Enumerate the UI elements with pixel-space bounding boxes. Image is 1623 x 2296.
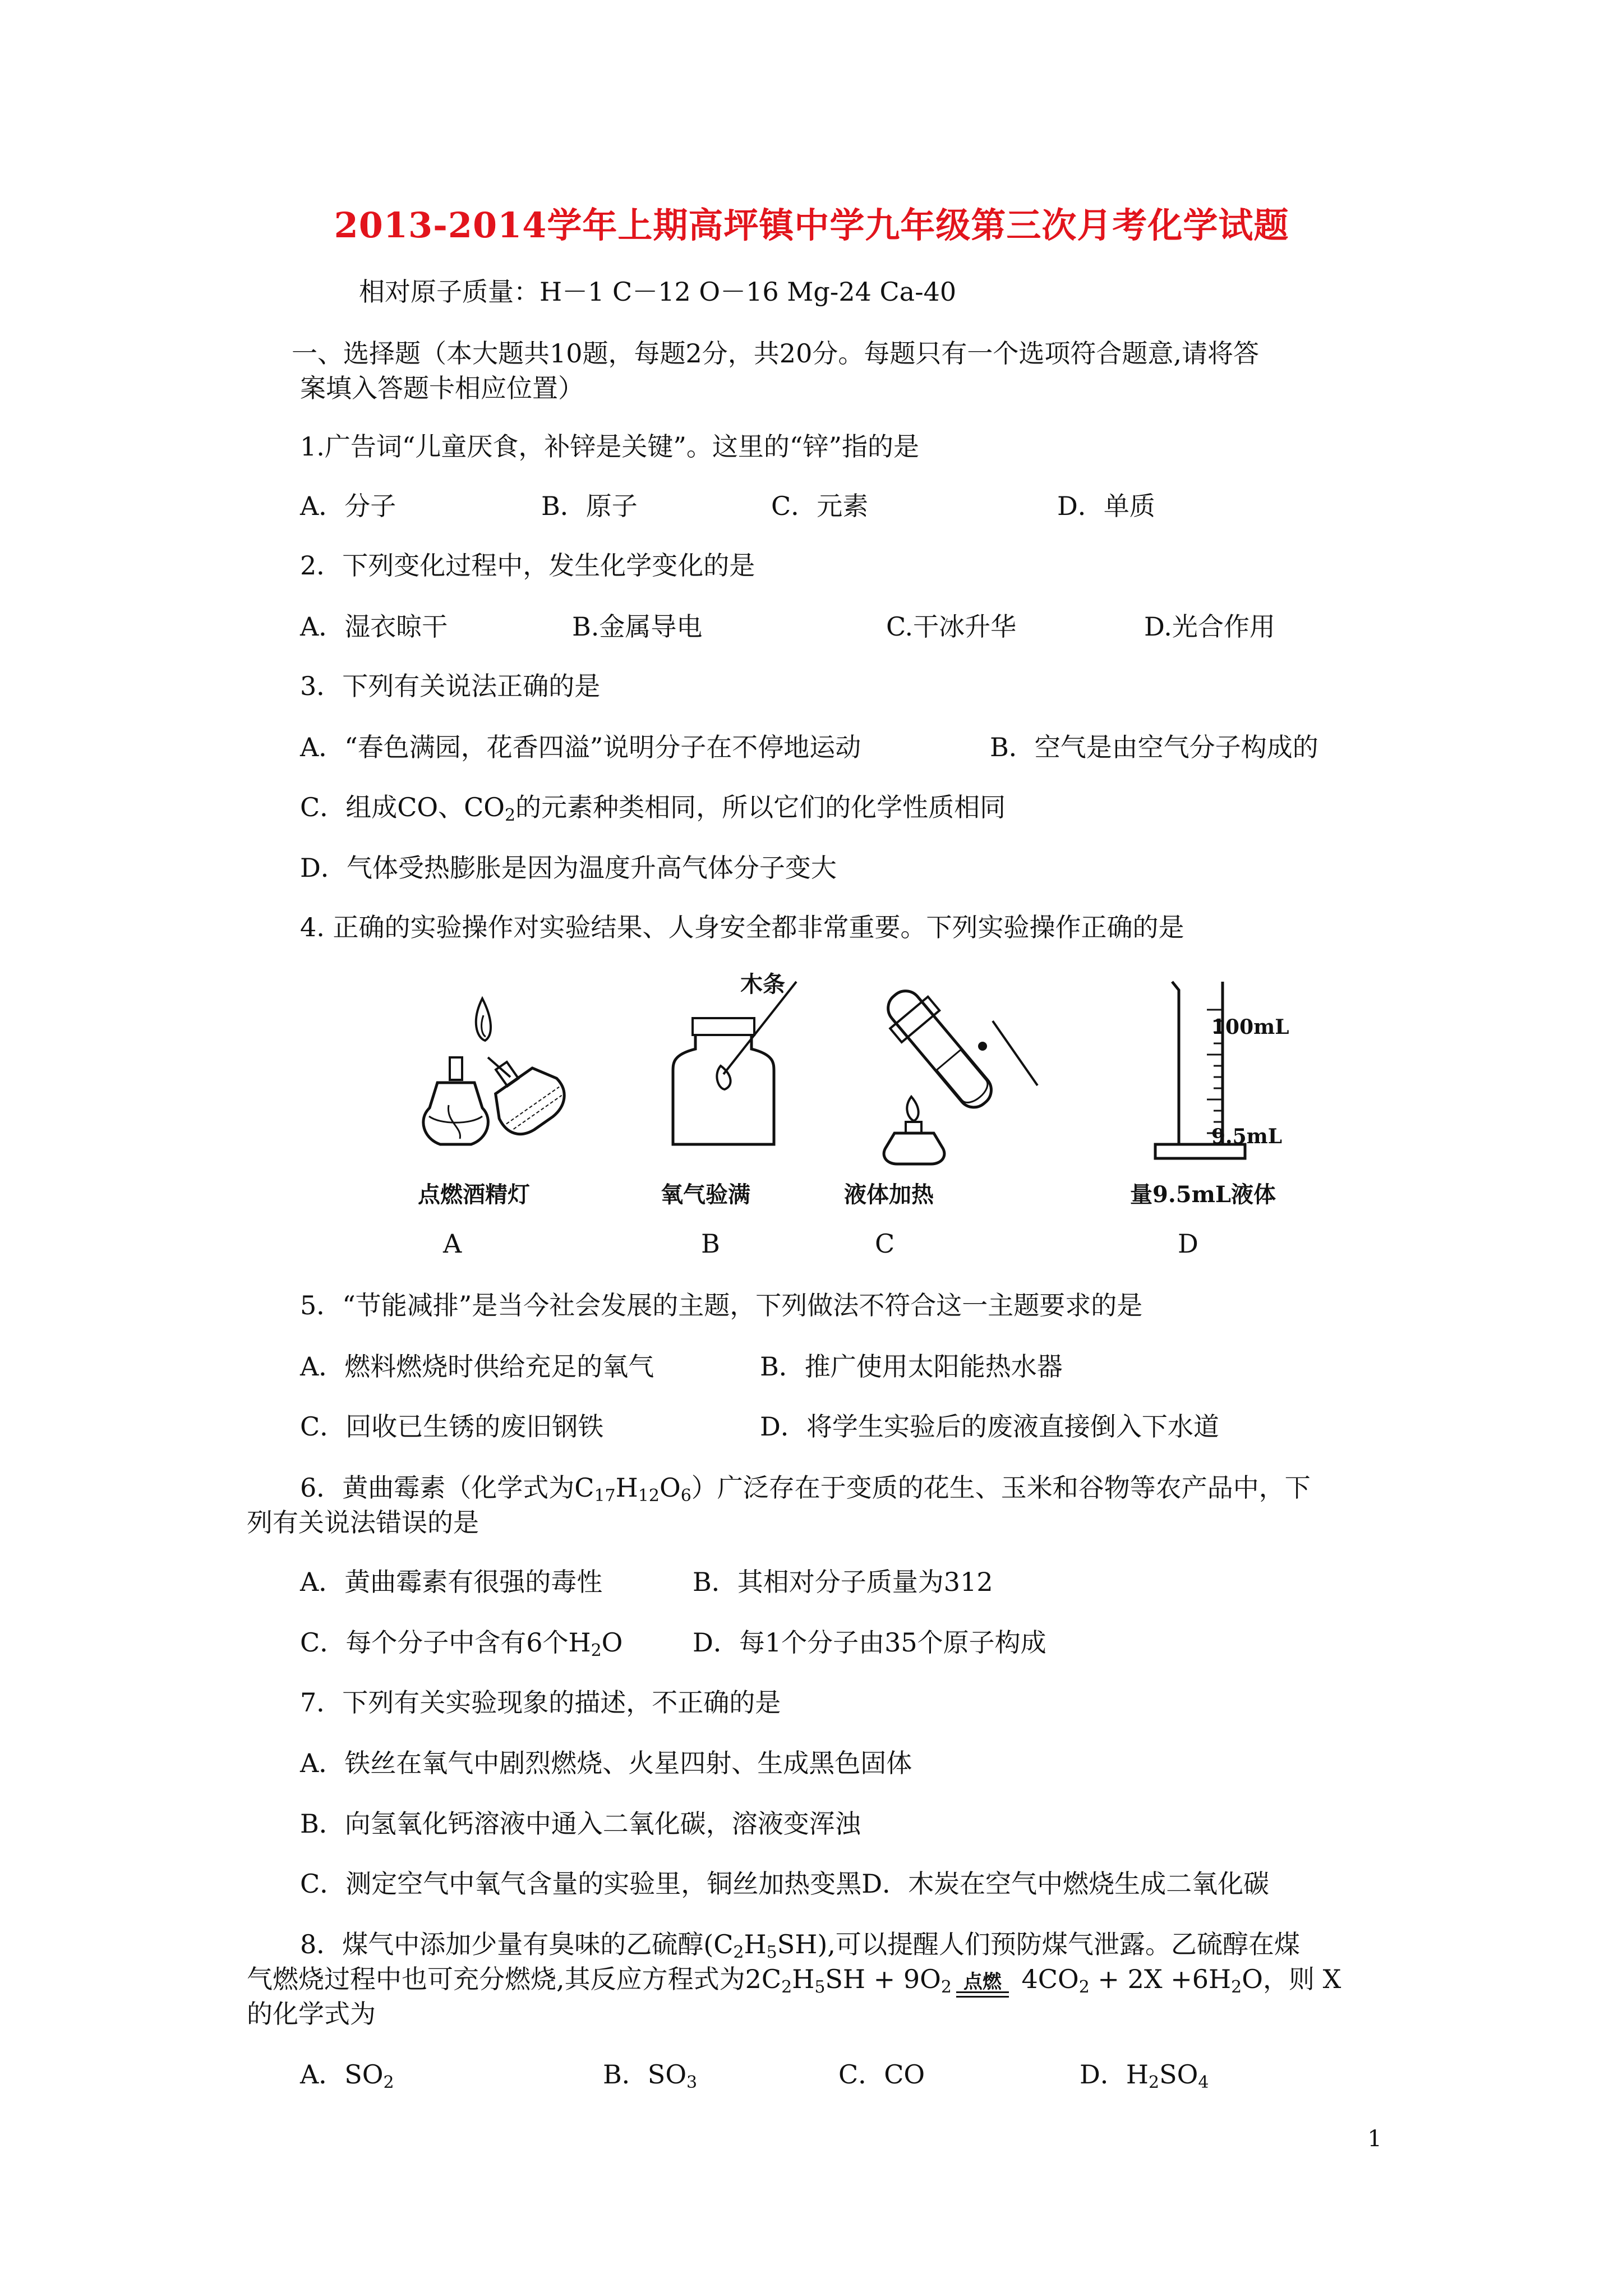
q8-line1-mid: H	[744, 1929, 767, 1959]
q8-line2-mid2: SH + 9O	[825, 1964, 941, 1994]
q4-stem: 4. 正确的实验操作对实验结果、人身安全都非常重要。下列实验操作正确的是	[300, 912, 1184, 942]
q8-line2	[247, 1962, 1341, 1999]
figure-b-letter: B	[701, 1228, 720, 1259]
q2-stem: 2．下列变化过程中，发生化学变化的是	[300, 550, 755, 581]
figure-d-top-mark: 100mL	[1211, 1015, 1289, 1039]
q6-stem-post: ）广泛存在于变质的花生、玉米和谷物等农产品中，下	[691, 1473, 1311, 1503]
q8-line2-sub1: 2	[781, 1977, 792, 1997]
q5-option-c: C．回收已生锈的废旧钢铁	[300, 1411, 604, 1442]
figure-b-caption: 氧气验满	[661, 1181, 750, 1208]
q3-option-c-post: 的元素种类相同，所以它们的化学性质相同	[515, 792, 1006, 822]
q8-line2-mid4: + 2X +6H	[1089, 1964, 1232, 1994]
figure-a-letter: A	[443, 1228, 462, 1259]
exam-title: 2013-2014学年上期高坪镇中学九年级第三次月考化学试题	[334, 205, 1289, 246]
q3-option-a: A．“春色满园，花香四溢”说明分子在不停地运动	[300, 732, 861, 762]
q8-option-d-sub2: 4	[1198, 2073, 1209, 2092]
q1-option-a: A．分子	[300, 491, 396, 521]
figure-c-caption: 液体加热	[844, 1181, 934, 1208]
q8-option-d-sub1: 2	[1149, 2073, 1160, 2092]
figure-d-caption: 量9.5mL液体	[1130, 1181, 1276, 1208]
page-number: 1	[1367, 2126, 1382, 2152]
q2-option-b: B.金属导电	[572, 611, 703, 642]
q6-stem-pre: 6．黄曲霉素（化学式为C	[300, 1473, 594, 1503]
q1-option-c: C．元素	[771, 491, 869, 521]
q3-option-c	[300, 790, 1006, 824]
q8-option-d	[1080, 2058, 1209, 2091]
q8-line2-sub4: 2	[1078, 1977, 1090, 1997]
q7-option-a: A．铁丝在氧气中剧烈燃烧、火星四射、生成黑色固体	[300, 1748, 912, 1778]
equals-line-top	[956, 1991, 1009, 1993]
q8-line2-mid1: H	[792, 1964, 815, 1994]
q6-option-a: A．黄曲霉素有很强的毒性	[300, 1567, 603, 1597]
q8-line1-sub1: 2	[733, 1943, 744, 1962]
q8-option-a	[300, 2058, 394, 2091]
q5-stem: 5．“节能减排”是当今社会发展的主题，下列做法不符合这一主题要求的是	[300, 1290, 1143, 1320]
q7-option-cd: C．测定空气中氧气含量的实验里，铜丝加热变黑D．木炭在空气中燃烧生成二氧化碳	[300, 1869, 1270, 1899]
q1-option-b: B．原子	[541, 491, 638, 521]
q6-option-b: B．其相对分子质量为312	[693, 1567, 993, 1597]
figure-d-letter: D	[1178, 1228, 1198, 1259]
q6-option-c-sub: 2	[591, 1641, 602, 1660]
q6-sub3: 6	[680, 1486, 691, 1506]
q8-option-a-sub: 2	[383, 2073, 394, 2092]
q8-line1	[300, 1927, 1300, 1961]
q8-line3: 的化学式为	[247, 1999, 376, 2029]
figure-a-lighting-lamp	[415, 976, 583, 1161]
reaction-condition-text: 点燃	[963, 1971, 1002, 1993]
q8-option-b	[603, 2058, 697, 2091]
q2-option-a: A．湿衣晾干	[300, 611, 448, 642]
q8-line2-sub2: 5	[814, 1977, 826, 1997]
q8-option-d-pre: D．H	[1080, 2059, 1149, 2090]
q3-option-b: B．空气是由空气分子构成的	[990, 732, 1318, 762]
q1-stem: 1.广告词“儿童厌食，补锌是关键”。这里的“锌”指的是	[300, 431, 919, 462]
q8-option-b-sub: 3	[686, 2073, 698, 2092]
q8-line1-sub2: 5	[766, 1943, 777, 1962]
q6-option-d: D．每1个分子由35个原子构成	[693, 1627, 1046, 1658]
figure-c-letter: C	[875, 1228, 895, 1259]
q5-option-d: D．将学生实验后的废液直接倒入下水道	[760, 1411, 1219, 1442]
q8-line2-post: O，则 X	[1242, 1964, 1341, 1994]
q3-option-d: D．气体受热膨胀是因为温度升高气体分子变大	[300, 853, 837, 883]
q6-stem-line1	[300, 1471, 1311, 1504]
figure-c-liquid-heating	[841, 965, 1043, 1167]
section-heading-line2: 案填入答题卡相应位置）	[300, 373, 584, 403]
q8-line1-post: SH),可以提醒人们预防煤气泄露。乙硫醇在煤	[777, 1929, 1300, 1959]
q3-option-c-pre: C．组成CO、CO	[300, 792, 505, 822]
figure-a-caption: 点燃酒精灯	[418, 1181, 530, 1208]
q6-mid2: O	[659, 1473, 681, 1503]
q8-line1-pre: 8．煤气中添加少量有臭味的乙硫醇(C	[300, 1929, 734, 1959]
figure-d-bottom-mark: 9.5mL	[1211, 1125, 1283, 1148]
reaction-condition	[952, 1962, 1013, 1999]
figure-b-label: 木条	[740, 971, 785, 997]
q7-option-b: B．向氢氧化钙溶液中通入二氧化碳，溶液变浑浊	[300, 1809, 861, 1839]
q8-line2-pre: 气燃烧过程中也可充分燃烧,其反应方程式为2C	[247, 1964, 782, 1994]
q5-option-b: B．推广使用太阳能热水器	[760, 1351, 1063, 1382]
q6-mid1: H	[615, 1473, 638, 1503]
q3-stem: 3．下列有关说法正确的是	[300, 671, 601, 701]
q8-line2-sub3: 2	[940, 1977, 952, 1997]
q8-option-d-mid: SO	[1159, 2059, 1198, 2090]
atomic-masses: 相对原子质量：H－1 C－12 O－16 Mg-24 Ca-40	[359, 277, 957, 307]
q7-stem: 7．下列有关实验现象的描述，不正确的是	[300, 1687, 781, 1718]
q2-option-d: D.光合作用	[1144, 611, 1275, 642]
q6-stem-line2: 列有关说法错误的是	[247, 1507, 479, 1538]
q8-option-a-pre: A．SO	[300, 2059, 384, 2090]
q1-option-d: D．单质	[1057, 491, 1155, 521]
q8-option-c: C．CO	[838, 2059, 925, 2090]
q8-option-b-pre: B．SO	[603, 2059, 687, 2090]
section-heading-line1: 一、选择题（本大题共10题，每题2分，共20分。每题只有一个选项符合题意,请将答	[292, 338, 1259, 369]
q6-option-c	[300, 1626, 623, 1659]
q2-option-c: C.干冰升华	[886, 611, 1017, 642]
q8-line2-mid3: 4CO	[1013, 1964, 1079, 1994]
equals-line-bottom	[956, 1996, 1009, 1998]
q6-option-c-pre: C．每个分子中含有6个H	[300, 1627, 591, 1658]
q6-sub2: 12	[638, 1486, 660, 1506]
q3-option-c-sub: 2	[505, 806, 516, 825]
q6-option-c-post: O	[601, 1627, 623, 1658]
q6-sub1: 17	[594, 1486, 616, 1506]
q5-option-a: A．燃料燃烧时供给充足的氧气	[300, 1351, 654, 1382]
q8-line2-sub5: 2	[1231, 1977, 1242, 1997]
